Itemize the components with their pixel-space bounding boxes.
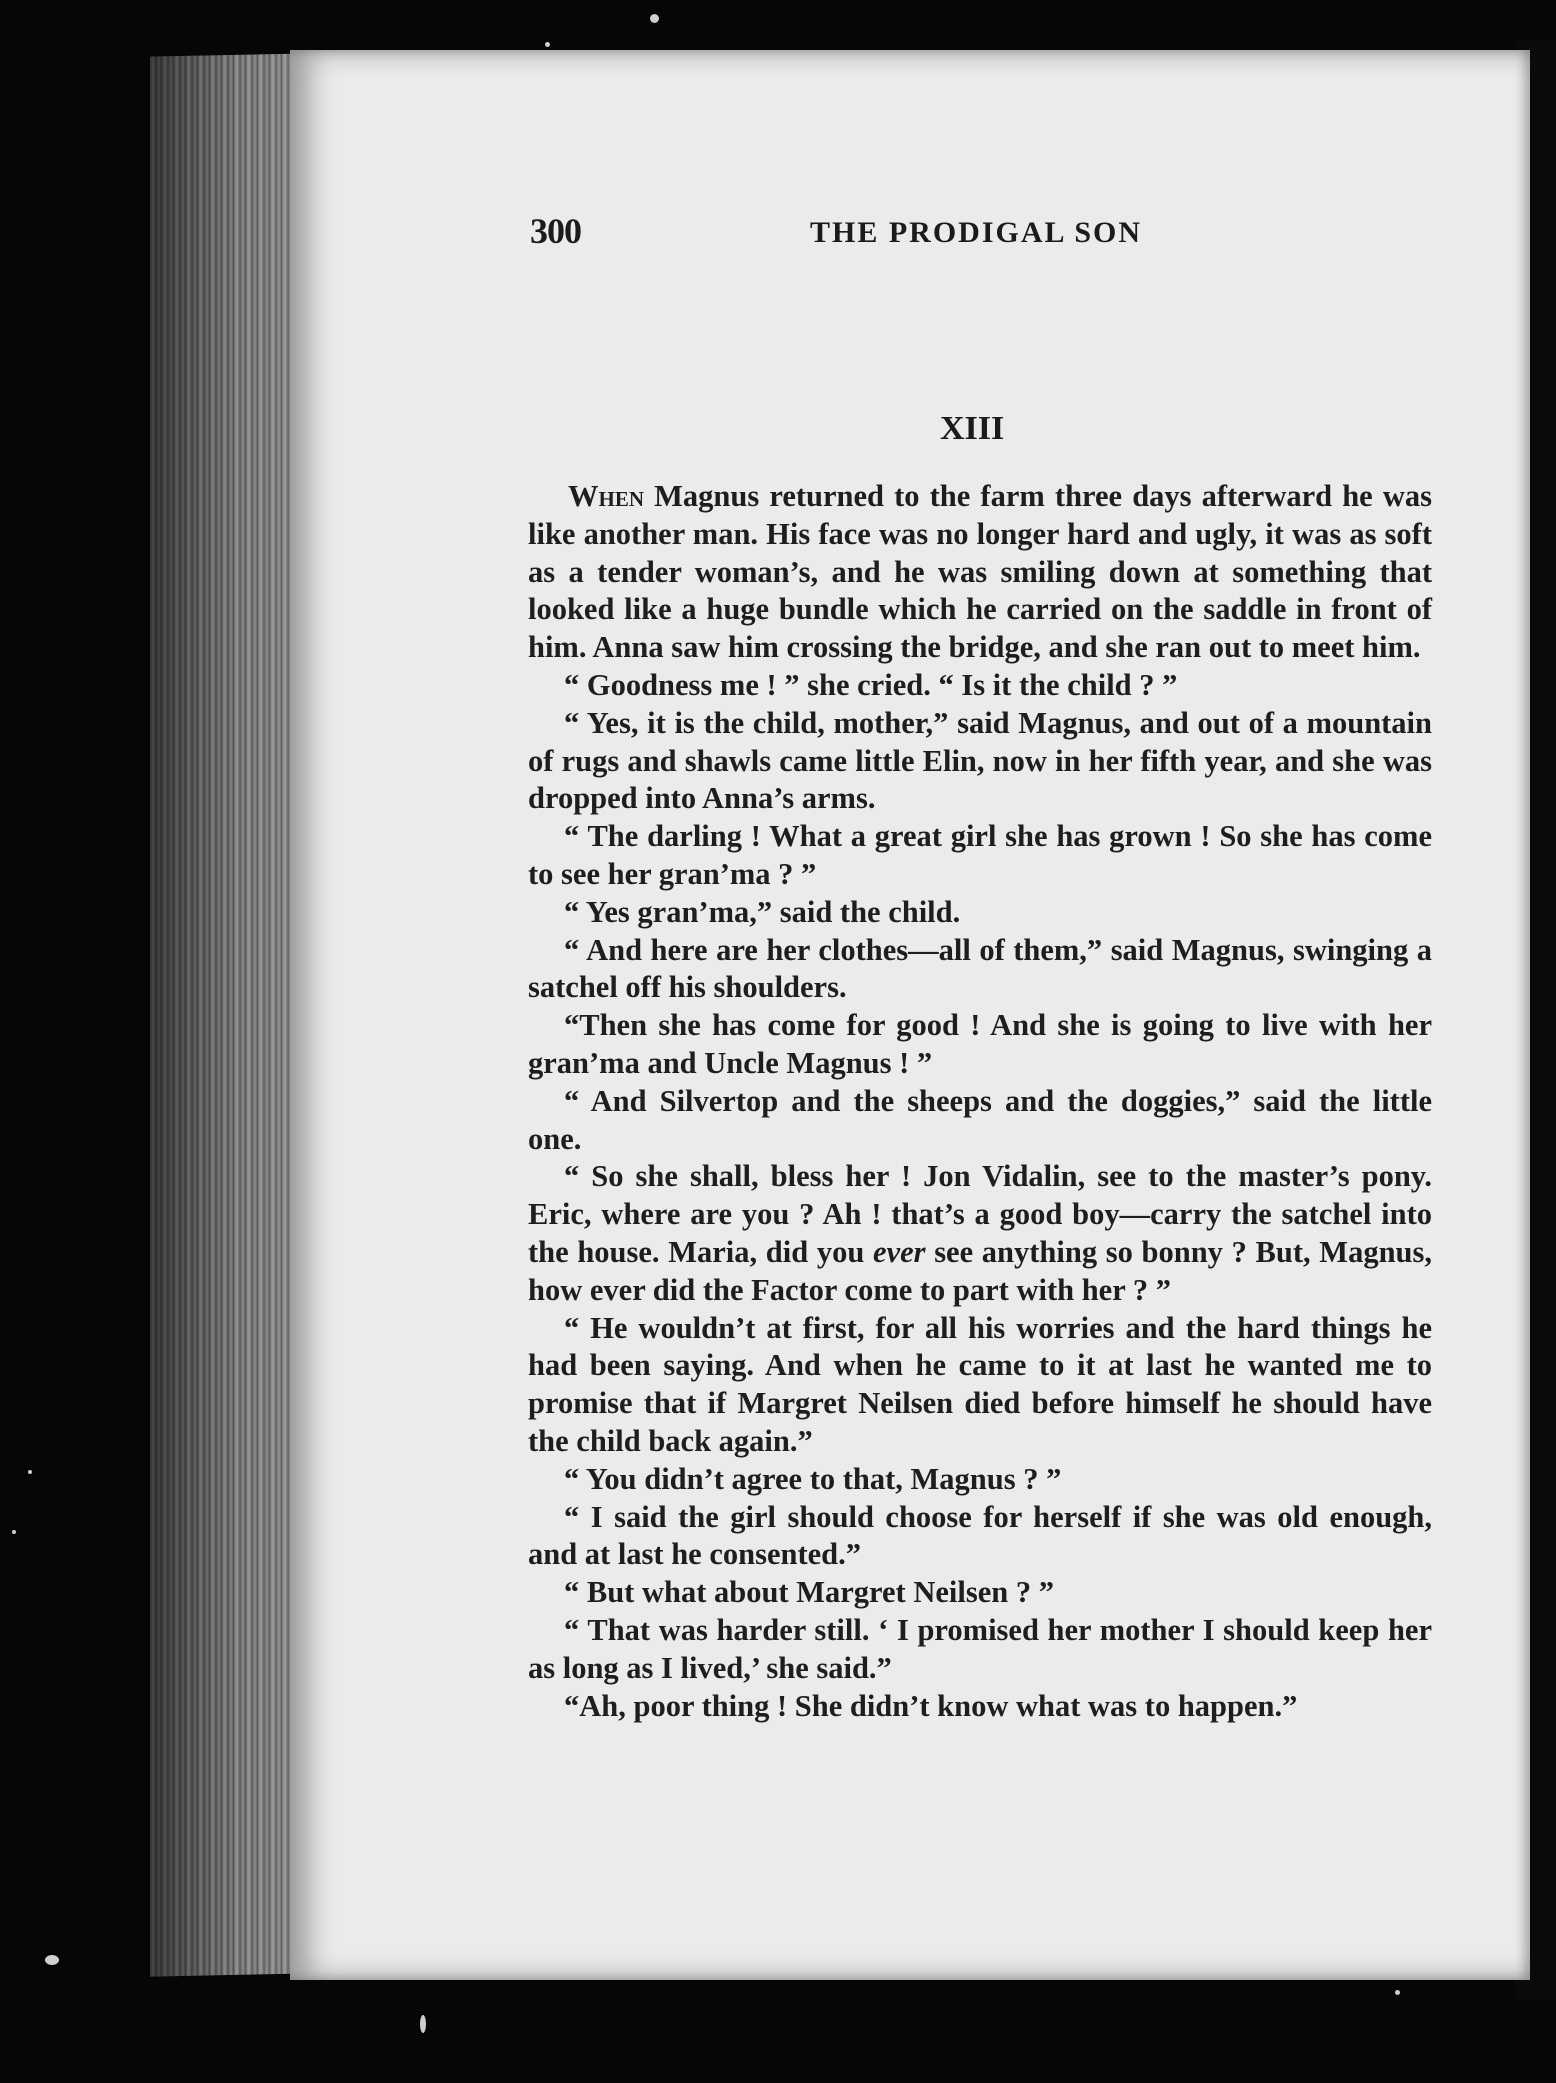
scan-speck — [545, 42, 550, 47]
paragraph: “ I said the girl should choose for herself if she was old enough, and at last he consented.” — [528, 1499, 1432, 1572]
book-page-edges — [150, 53, 310, 1976]
scan-speck — [45, 1955, 59, 1965]
paragraph: “ That was harder still. ‘ I promised her mother I should keep her as long as I lived,’ she said.” — [528, 1612, 1432, 1685]
page-number: 300 — [530, 211, 581, 251]
scan-speck — [28, 1470, 32, 1474]
paragraph: “Ah, poor thing ! She didn’t know what was to happen.” — [564, 1688, 1298, 1723]
emphasized-word: ever — [873, 1234, 926, 1269]
scan-speck — [1395, 1990, 1400, 1995]
scan-speck — [12, 1530, 16, 1534]
paragraph — [528, 1158, 1432, 1309]
paragraph: “ Yes, it is the child, mother,” said Magnus, and out of a mountain of rugs and shawls came little Elin, now in her fifth year, and she was dropped into Anna’s arms. — [528, 705, 1432, 816]
paragraph: “ The darling ! What a great girl she has grown ! So she has come to see her gran’ma ? ” — [528, 819, 1432, 891]
paragraph — [528, 478, 1432, 667]
book-title: THE PRODIGAL SON — [810, 216, 1143, 249]
scan-speck — [420, 2015, 426, 2033]
running-head — [530, 210, 1430, 260]
chapter-number: XIII — [940, 410, 1005, 447]
paragraph: “ You didn’t agree to that, Magnus ? ” — [564, 1461, 1062, 1496]
chapter-text — [528, 478, 1432, 1725]
paragraph: “ He wouldn’t at first, for all his worries and the hard things he had been saying. And when he came to it at last he wanted me to promise that if Margret Neilsen died before himself he should have the child back again.” — [528, 1310, 1432, 1458]
scan-speck — [650, 14, 659, 23]
paragraph-text: “ So she shall, bless her ! Jon Vidalin, see to the master’s pony. Eric, where are you ? Ah ! that’s a good boy—carry the satchel into the house. Maria, did you — [528, 1159, 1432, 1269]
paragraph: “Then she has come for good ! And she is going to live with her gran’ma and Uncle Magnus ! ” — [528, 1008, 1432, 1080]
paragraph: “ Goodness me ! ” she cried. “ Is it the child ? ” — [564, 667, 1178, 702]
paragraph: “ And Silvertop and the sheeps and the doggies,” said the little one. — [528, 1083, 1432, 1156]
paragraph: “ But what about Margret Neilsen ? ” — [564, 1575, 1054, 1610]
paragraph: “ Yes gran’ma,” said the child. — [564, 894, 961, 929]
paragraph-lead-word: When — [568, 479, 645, 513]
paragraph-text: Magnus returned to the farm three days afterward he was like another man. His face was no longer hard and ugly, it was as soft as a tender woman’s, and he was smiling down at something that looked like a huge bundle which he carried on the saddle in front of him. Anna saw him crossing the bridge, and she ran out to meet him. — [528, 479, 1432, 665]
paragraph-text: see anything so bonny ? But, Magnus, how ever did the Factor come to part with her ? ” — [528, 1234, 1433, 1307]
paragraph: “ And here are her clothes—all of them,” said Magnus, swinging a satchel off his shoulders. — [528, 932, 1432, 1005]
